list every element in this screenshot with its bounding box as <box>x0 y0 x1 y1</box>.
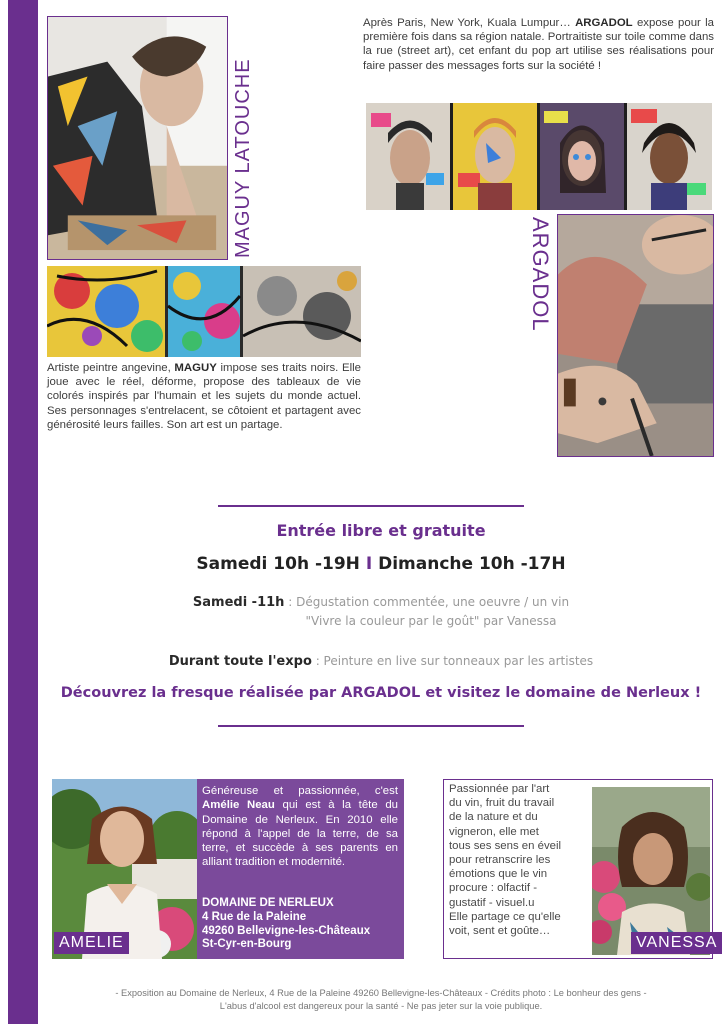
argadol-desc-part2: expose pour la première fois dans sa région natale. Portraitiste sur toile comme dans la rue (street art), cet enfant du pop art utilise ses réalisations pour faire passer des messages forts sur la société ! <box>363 17 715 72</box>
vanessa-line: Passionnée par l'art <box>449 783 550 795</box>
fresque-callout: Découvrez la fresque réalisée par ARGADOL et visitez le domaine de Nerleux ! <box>60 685 702 701</box>
address-line1: DOMAINE DE NERLEUX <box>202 897 334 909</box>
live-painting-label: Durant toute l'expo <box>168 654 312 669</box>
vanessa-line: voit, sent et goûte… <box>449 925 551 938</box>
amelie-desc-name: Amélie Neau <box>202 799 275 812</box>
argadol-painting-photo <box>557 214 714 457</box>
live-painting-info <box>40 654 722 669</box>
tasting-line1 <box>40 593 722 612</box>
vanessa-line: Elle partage ce qu'elle <box>449 910 561 923</box>
footer-health-warning: L'abus d'alcool est dangereux pour la santé - Ne pas jeter sur la voie publique. <box>219 1001 543 1011</box>
top-divider <box>218 505 524 507</box>
amelie-name-tag: AMELIE <box>54 932 129 954</box>
bottom-divider <box>218 725 524 727</box>
domaine-address <box>202 897 370 952</box>
tasting-label: Samedi -11h <box>192 595 285 610</box>
vanessa-line: du vin, fruit du travail <box>449 797 555 810</box>
argadol-portraits-strip <box>366 103 712 210</box>
maguy-description <box>47 361 361 432</box>
maguy-vertical-name: MAGUY LATOUCHE <box>232 58 254 258</box>
free-entry-heading: Entrée libre et gratuite <box>276 521 486 540</box>
amelie-desc-part1: Généreuse et passionnée, c'est <box>202 785 398 797</box>
maguy-desc-part1: Artiste peintre angevine, <box>47 362 175 374</box>
maguy-artworks-strip <box>47 266 361 357</box>
argadol-desc-part1: Après Paris, New York, Kuala Lumpur… <box>363 17 576 29</box>
vanessa-name-tag: VANESSA <box>631 932 722 954</box>
argadol-vertical-name: ARGADOL <box>528 217 553 332</box>
left-sidebar-band <box>8 0 38 1024</box>
live-painting-text: : Peinture en live sur tonneaux par les artistes <box>311 654 594 668</box>
maguy-painting-photo <box>47 16 228 260</box>
vanessa-line: pour retranscrire les <box>449 854 551 867</box>
saturday-hours: Samedi 10h -19H <box>196 554 360 574</box>
vanessa-line: tous ses sens en éveil <box>449 839 562 852</box>
vanessa-description <box>449 782 592 938</box>
address-line3: 49260 Bellevigne-les-Châteaux <box>202 924 371 937</box>
footer-credits: - Exposition au Domaine de Nerleux, 4 Rue de la Paleine 49260 Bellevigne-les-Châteaux - Crédits photo : Le bonheur des gens - <box>115 988 647 998</box>
tasting-info <box>40 593 722 630</box>
maguy-desc-name: MAGUY <box>174 362 217 374</box>
vanessa-line: gustatif - visuel.u <box>449 896 535 909</box>
tasting-text: : Dégustation commentée, une oeuvre / un vin <box>284 595 570 609</box>
argadol-description <box>363 16 714 73</box>
vanessa-line: émotions que le vin <box>449 868 548 881</box>
maguy-desc-part2: impose ses traits noirs. Elle joue avec le réel, déforme, propose des tableaux de vie colorés inspirés par l'humain et les sujets du monde actuel. Ses personnages s'entrelacent, se côtoient et partagent avec générosité leurs failles. Son art est un partage. <box>47 362 361 431</box>
amelie-info-box <box>197 779 404 959</box>
address-line4: St-Cyr-en-Bourg <box>202 938 292 951</box>
vanessa-line: procure : olfactif - <box>449 882 537 895</box>
address-line2: 4 Rue de la Paleine <box>202 910 307 923</box>
argadol-desc-name: ARGADOL <box>575 17 633 29</box>
hours-separator: I <box>365 554 373 574</box>
opening-hours <box>40 554 722 574</box>
vanessa-line: de la nature et du <box>449 811 538 824</box>
vanessa-portrait-photo <box>592 787 710 955</box>
amelie-desc-part2: qui est à la tête du Domaine de Nerleux. En 2010 elle répond à l'appel de la terre, de sa terre, et succède à ses parents en alliant tradition et modernité. <box>202 799 398 869</box>
tasting-line2: "Vivre la couleur par le goût" par Vanessa <box>305 614 557 628</box>
amelie-description <box>202 784 398 870</box>
vanessa-line: vigneron, elle met <box>449 825 539 838</box>
sunday-hours: Dimanche 10h -17H <box>378 554 566 574</box>
